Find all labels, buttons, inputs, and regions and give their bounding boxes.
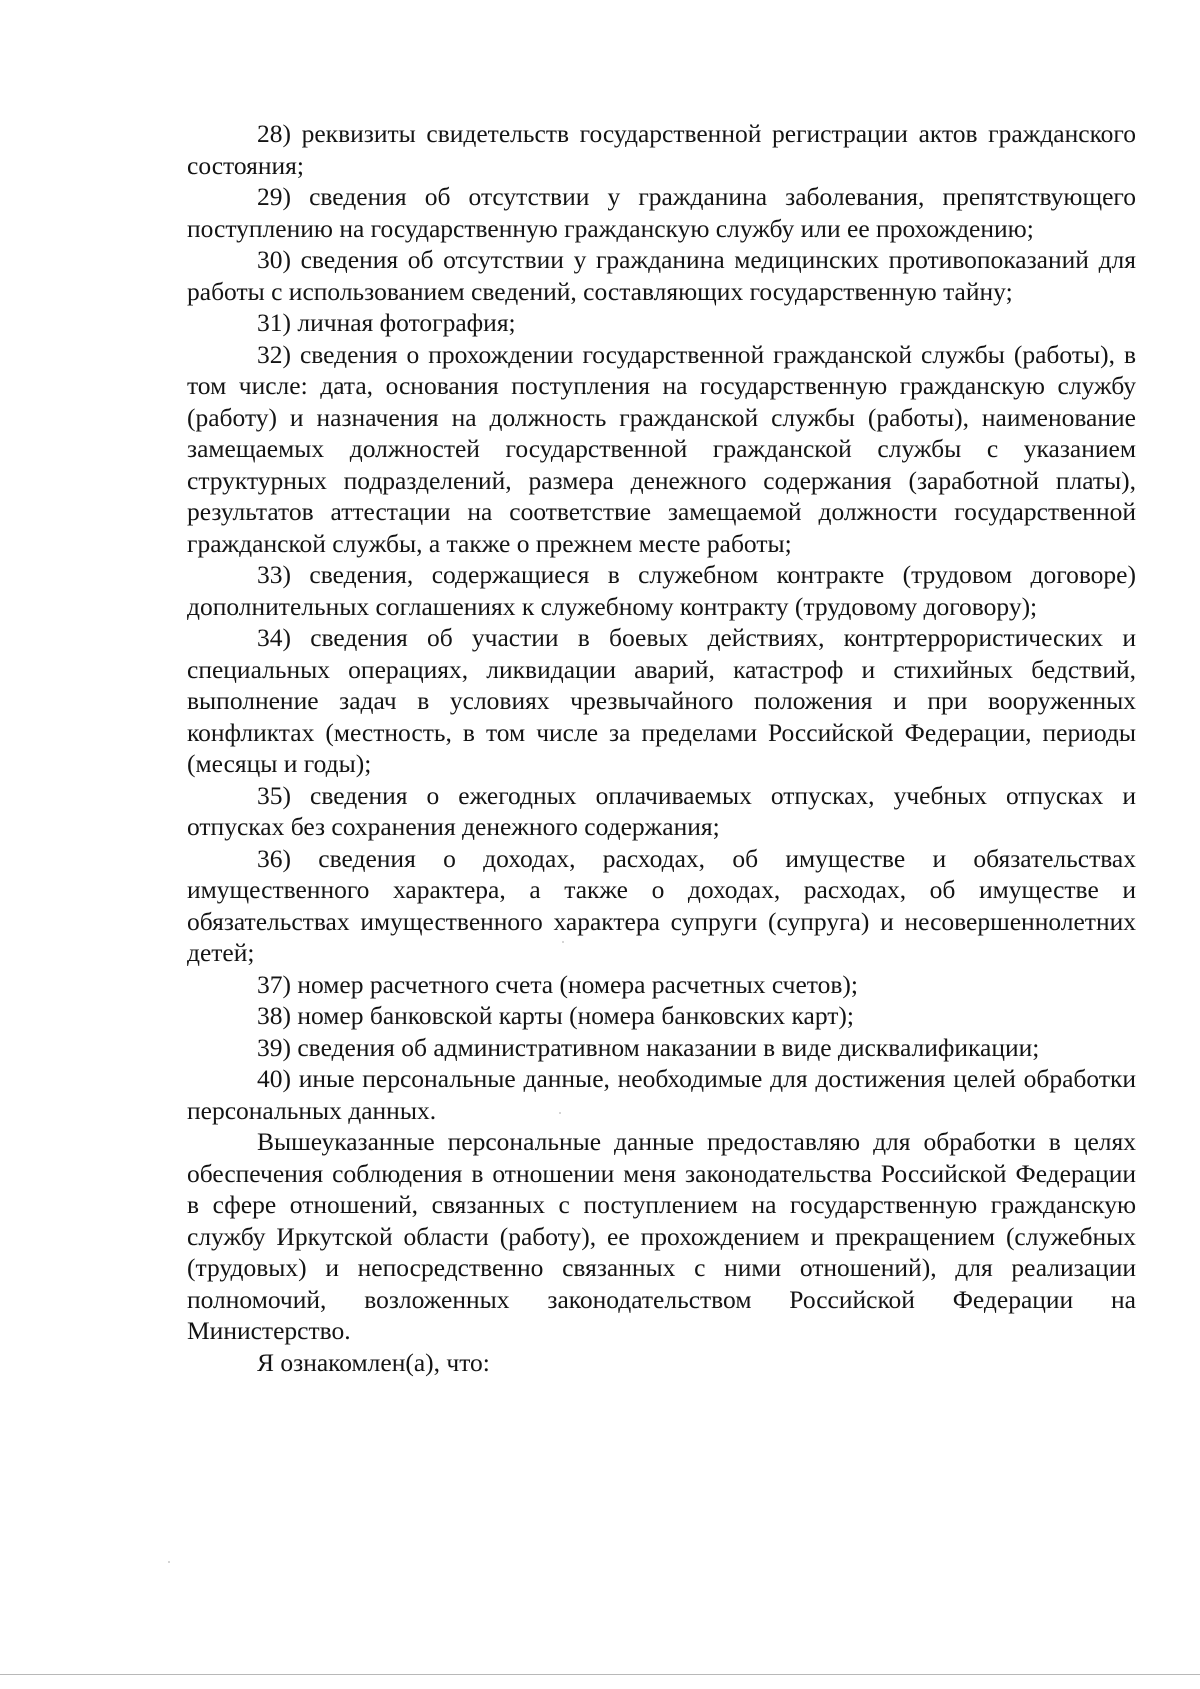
paragraph-item-30: 30) сведения об отсутствии у гражданина медицинских противопоказаний для работы с использованием сведений, составляющих государственную тайну; [187, 245, 1136, 306]
scan-speck [559, 1112, 561, 1114]
paragraph-item-38: 38) номер банковской карты (номера банковских карт); [257, 1001, 855, 1030]
paragraph-item-36: 36) сведения о доходах, расходах, об имуществе и обязательствах имущественного характера, а также о доходах, расходах, об имуществе и обязательствах имущественного характера супруги (супруга) и несовершеннолетних детей; [187, 843, 1136, 967]
document-body [187, 118, 1136, 1378]
paragraph-item-28: 28) реквизиты свидетельств государственной регистрации актов гражданского состояния; [187, 119, 1136, 180]
paragraph-item-29: 29) сведения об отсутствии у гражданина заболевания, препятствующего поступлению на государственную гражданскую службу или ее прохождению; [187, 182, 1136, 243]
paragraph-item-35: 35) сведения о ежегодных оплачиваемых отпусках, учебных отпусках и отпусках без сохранения денежного содержания; [187, 780, 1136, 841]
consent-paragraph: Вышеуказанные персональные данные предоставляю для обработки в целях обеспечения соблюдения в отношении меня законодательства Российской Федерации в сфере отношений, связанных с поступлением на государственную гражданскую службу Иркутской области (работу), ее прохождением и прекращением (служебных (трудовых) и непосредственно связанных с ними отношений), для реализации полномочий, возложенных законодательством Российской Федерации на Министерство. [187, 1127, 1136, 1345]
paragraph-item-39: 39) сведения об административном наказании в виде дисквалификации; [257, 1032, 1040, 1062]
paragraph-item-37: 37) номер расчетного счета (номера расчетных счетов); [257, 969, 858, 999]
paragraph-item-34: 34) сведения об участии в боевых действиях, контртеррористических и специальных операциях, ликвидации аварий, катастроф и стихийных бедствий, выполнение задач в условиях чрезвычайного положения и при вооруженных конфликтах (местность, в том числе за пределами Российской Федерации, периоды (месяцы и годы); [187, 623, 1136, 778]
scan-bottom-edge [0, 1674, 1200, 1675]
paragraph-item-32: 32) сведения о прохождении государственной гражданской службы (работы), в том числе: дата, основания поступления на государственную гражданскую службу (работу) и назначения на должность гражданской службы (работы), наименование замещаемых должностей государственной гражданской службы с указанием структурных подразделений, размера денежного содержания (заработной платы), результатов аттестации на соответствие замещаемой должности государственной гражданской службы, а также о прежнем месте работы; [187, 339, 1136, 558]
scan-speck [562, 941, 564, 943]
scan-speck [168, 1561, 170, 1563]
paragraph-item-31: 31) личная фотография; [257, 308, 516, 337]
acknowledgement-line: Я ознакомлен(а), что: [257, 1347, 490, 1377]
paragraph-item-33: 33) сведения, содержащиеся в служебном контракте (трудовом договоре) дополнительных соглашениях к служебному контракту (трудовому договору); [187, 560, 1136, 621]
paragraph-item-40: 40) иные персональные данные, необходимые для достижения целей обработки персональных данных. [187, 1064, 1136, 1125]
